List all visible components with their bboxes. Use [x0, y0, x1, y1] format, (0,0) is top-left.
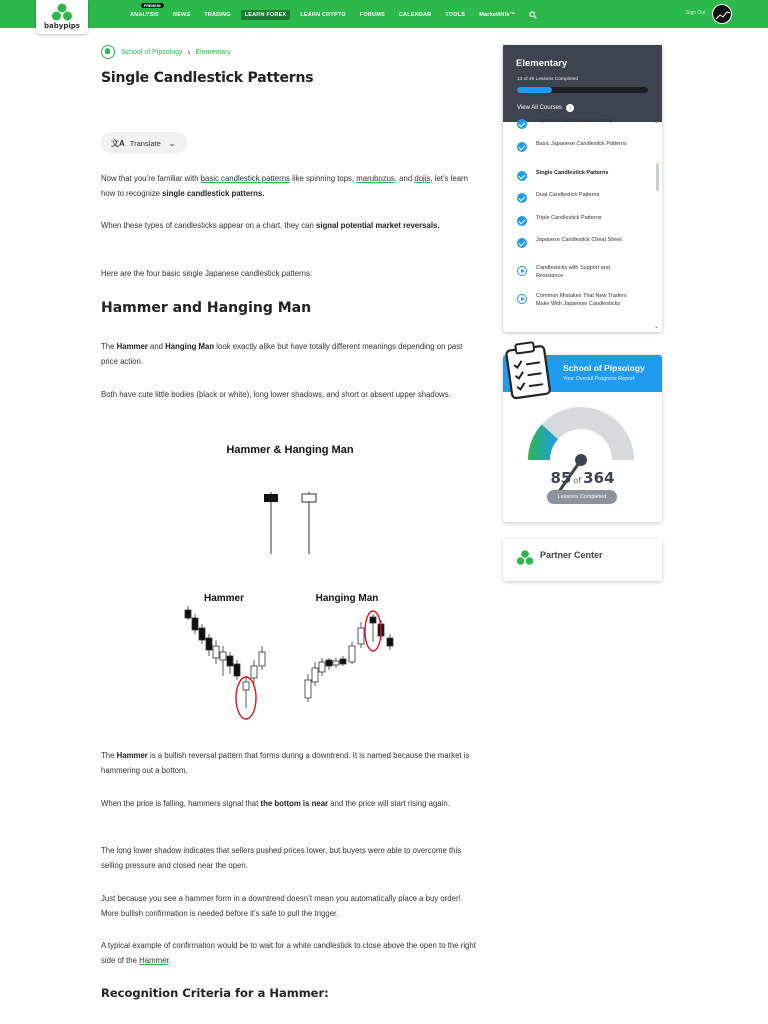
text: When these types of candlesticks appear on a chart, they can — [101, 221, 316, 230]
check-icon — [517, 193, 527, 203]
main-nav — [130, 10, 537, 20]
text: Now that you’re familiar with — [101, 174, 201, 183]
lesson-label: Dual Candlestick Patterns — [536, 192, 600, 198]
paragraph-hammer-definition — [101, 748, 479, 778]
intro-paragraph — [101, 171, 479, 201]
avatar-chart-icon — [713, 5, 733, 25]
play-icon — [517, 266, 527, 276]
text: A typical example of confirmation would be to wait for a white candlestick to close above the open to the right side of the — [101, 941, 476, 965]
hammer-examples-image — [168, 584, 412, 730]
paragraph-confirmation-example — [101, 938, 479, 968]
hanging-man-label: Hanging Man — [315, 593, 379, 604]
search-icon[interactable] — [529, 11, 537, 19]
lesson-list-scrollbar[interactable] — [656, 163, 659, 191]
nav-marketmilk[interactable]: MarketMilk™ — [479, 12, 516, 18]
view-all-label: View All Courses — [517, 105, 562, 111]
lesson-item[interactable] — [517, 293, 632, 308]
course-progress-text: 13 of 49 Lessons Completed — [517, 77, 579, 82]
text: like spinning tops, — [289, 174, 357, 183]
lesson-item-current[interactable] — [517, 170, 632, 181]
heading-hammer-hanging-man: Hammer and Hanging Man — [101, 300, 312, 316]
text: and the price will start rising again. — [328, 799, 450, 808]
title-divider — [101, 96, 466, 104]
school-icon — [101, 45, 115, 59]
breadcrumb-school[interactable]: School of Pipsology — [121, 48, 183, 56]
nav-calendar[interactable]: CALENDAR — [398, 12, 432, 18]
paragraph-lower-shadow: The long lower shadow indicates that sellers pushed prices lower, but buyers were able to overcome this selling pressure and closed near the open. — [101, 846, 462, 870]
lesson-label: Triple Candlestick Patterns — [536, 215, 602, 221]
text: , let’s learn how to recognize — [101, 174, 468, 198]
nav-forums[interactable]: FORUMS — [359, 12, 385, 18]
text: , and — [394, 174, 415, 183]
lesson-label: Japanese Candlestick Cheat Sheet — [536, 237, 622, 243]
bold-text: Hanging Man — [165, 342, 215, 351]
lesson-label: Japanese Candlestick Anatomy — [536, 118, 613, 124]
translate-icon: 文A — [111, 138, 125, 148]
nav-news[interactable]: NEWS — [172, 12, 191, 18]
sign-out-link[interactable]: Sign Out — [686, 10, 706, 16]
lesson-label: Common Mistakes That New Traders Make With Japanese Candlesticks — [536, 293, 627, 307]
lessons-completed-pill: Lessons Completed — [547, 490, 617, 504]
check-icon — [517, 216, 527, 226]
breadcrumb — [101, 45, 231, 59]
lesson-list — [503, 118, 662, 332]
breadcrumb-course[interactable]: Elementary — [195, 48, 231, 56]
premium-badge: PREMIUM — [141, 3, 164, 8]
play-icon — [517, 294, 527, 304]
clover-icon — [516, 549, 534, 567]
nav-tools[interactable]: TOOLS — [445, 12, 466, 18]
view-all-courses-link[interactable] — [517, 104, 574, 112]
translate-button[interactable] — [101, 132, 187, 154]
text: The — [101, 751, 117, 760]
clipboard-icon — [503, 340, 555, 402]
babypips-logo[interactable] — [36, 0, 88, 34]
check-icon — [517, 142, 527, 152]
lesson-item[interactable] — [517, 215, 632, 226]
bold-text: the bottom is near — [260, 799, 329, 808]
paragraph-confirmation-needed: Just because you see a hammer form in a downtrend doesn’t mean you automatically place a buy order! More bullish confirmation is needed before it’s safe to pull the trigger. — [101, 894, 461, 918]
paragraph-bodies: Both have cute little bodies (black or white), long lower shadows, and short or absent upper shadows. — [101, 390, 451, 399]
check-icon — [517, 171, 527, 181]
top-navbar — [0, 0, 768, 28]
link-hammer[interactable]: Hammer — [139, 956, 169, 965]
school-subtitle: Your Overall Progress Report — [563, 376, 635, 382]
paragraph-bottom-near — [101, 796, 479, 811]
hammer-hanging-man-image — [207, 434, 377, 564]
partner-center-label: Partner Center — [540, 550, 603, 560]
image-title: Hammer & Hanging Man — [226, 444, 354, 456]
heading-recognition-criteria: Recognition Criteria for a Hammer: — [101, 986, 329, 1000]
progress-gauge — [520, 398, 642, 468]
link-basic-candlestick-patterns[interactable]: basic candlestick patterns — [200, 174, 290, 183]
paragraph-four-patterns: Here are the four basic single Japanese candlestick patterns: — [101, 269, 313, 278]
lesson-label: Basic Japanese Candlestick Patterns — [536, 141, 627, 147]
link-dojis[interactable]: dojis — [414, 174, 431, 183]
course-header — [503, 45, 662, 122]
bold-text: Hammer — [116, 342, 148, 351]
course-progress-fill — [517, 87, 552, 93]
scroll-down-icon[interactable]: ⌄ — [654, 324, 660, 330]
text: look exactly alike but have totally different meanings depending on past price action. — [101, 342, 463, 366]
course-progress-bar — [517, 87, 648, 93]
text: and — [147, 342, 166, 351]
hammer-label: Hammer — [203, 593, 245, 604]
lesson-label: Single Candlestick Patterns — [536, 170, 609, 176]
nav-learn-crypto[interactable]: LEARN CRYPTO — [300, 12, 346, 18]
check-icon — [517, 119, 527, 129]
lessons-completed-count — [503, 468, 662, 487]
lesson-item[interactable] — [517, 237, 632, 248]
clover-icon — [51, 3, 73, 23]
scroll-up-icon[interactable]: ⌃ — [654, 122, 660, 128]
check-icon — [517, 238, 527, 248]
bold-text: single candlestick patterns. — [162, 189, 265, 198]
bold-text: signal potential market reversals. — [315, 221, 440, 230]
lesson-label: Candlesticks with Support and Resistance — [536, 265, 610, 279]
lesson-item[interactable] — [517, 192, 632, 203]
translate-label: Translate — [129, 138, 161, 148]
text: When the price is falling, hammers signal that — [101, 799, 261, 808]
page-title: Single Candlestick Patterns — [101, 70, 314, 86]
completed-number: 85 — [550, 469, 572, 487]
avatar[interactable] — [712, 4, 732, 24]
nav-analysis[interactable]: ANALYSIS — [130, 12, 159, 18]
of-text: of — [573, 476, 582, 485]
lesson-item[interactable] — [517, 141, 632, 152]
nav-learn-forex[interactable]: LEARN FOREX — [241, 10, 291, 20]
chevron-down-icon: ⌄ — [168, 138, 176, 148]
lesson-item[interactable] — [517, 118, 632, 129]
bold-text: Hammer — [116, 751, 148, 760]
school-title[interactable]: School of Pipsology — [563, 363, 645, 373]
link-marubozus[interactable]: marubozus — [356, 174, 395, 183]
text: The — [101, 342, 117, 351]
chevron-right-icon: › — [187, 47, 191, 57]
text: is a bullish reversal pattern that forms during a downtrend. It is named because the market is hammering out a bottom. — [101, 751, 470, 775]
partner-center-card[interactable] — [503, 539, 662, 581]
lesson-item[interactable] — [517, 265, 632, 280]
course-progress-panel — [503, 45, 662, 332]
course-title[interactable]: Elementary — [516, 58, 568, 69]
total-number: 364 — [583, 469, 615, 487]
paragraph-look-alike — [101, 339, 479, 369]
text: . — [168, 956, 171, 965]
nav-trading[interactable]: TRADING — [204, 12, 231, 18]
arrow-right-icon: › — [566, 104, 574, 112]
paragraph-signal — [101, 218, 479, 233]
brand-name: babypips — [44, 22, 80, 30]
